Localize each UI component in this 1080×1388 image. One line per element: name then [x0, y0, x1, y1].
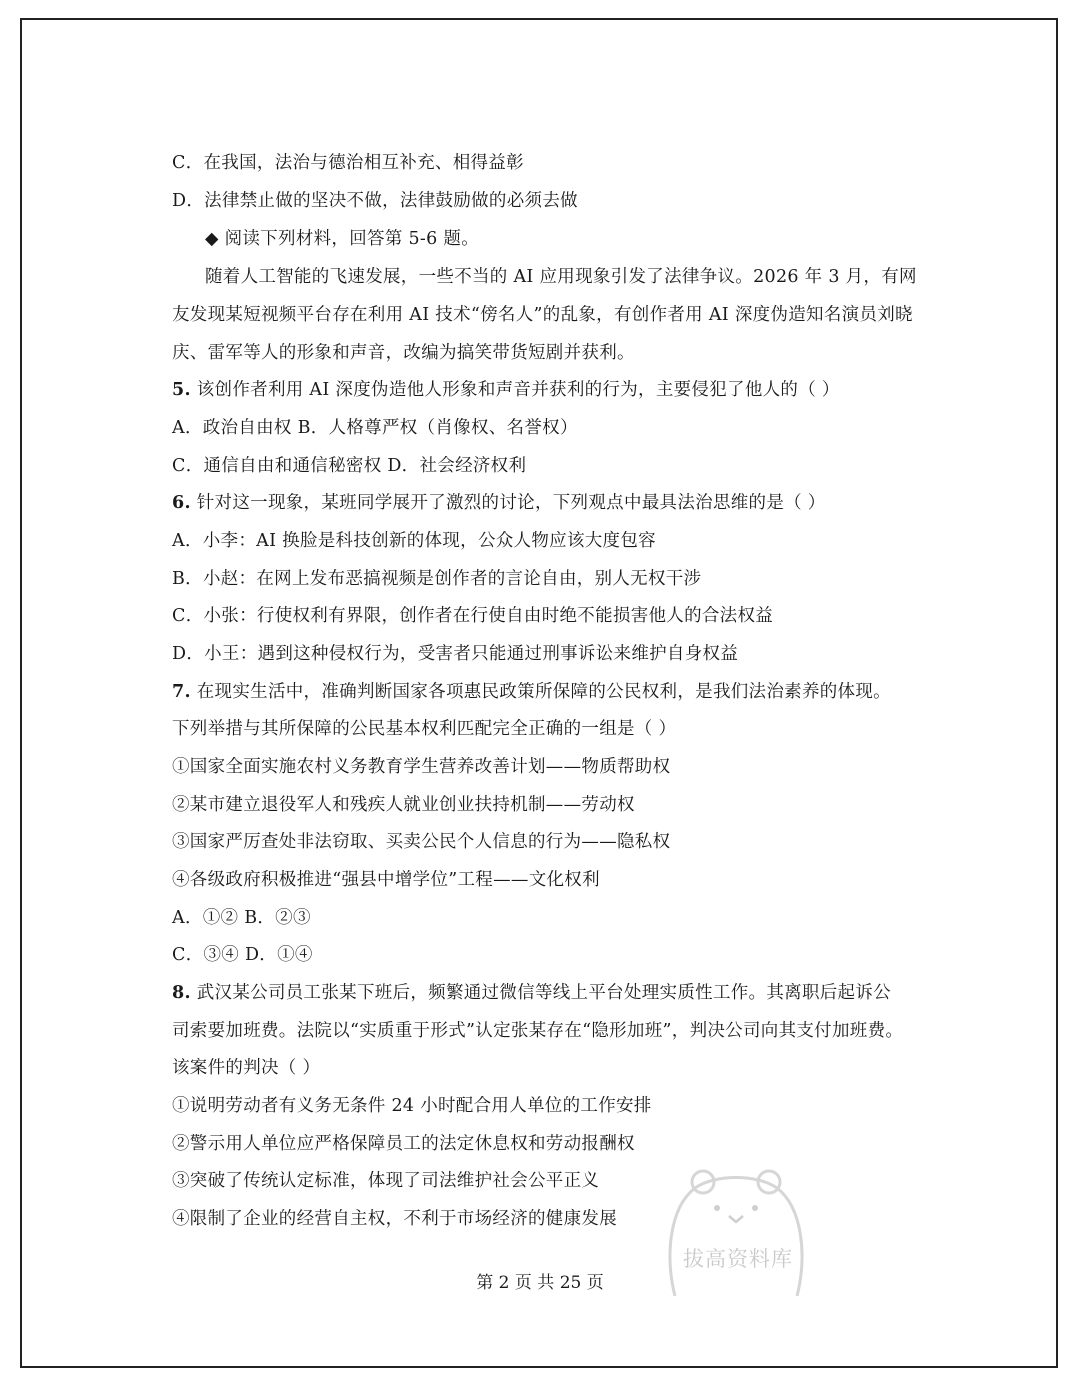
question-text: 武汉某公司员工张某下班后，频繁通过微信等线上平台处理实质性工作。其离职后起诉公 — [196, 983, 891, 1003]
q7-item-4: ④各级政府积极推进“强县中增学位”工程——文化权利 — [172, 870, 600, 890]
q8-text-3: 该案件的判决（ ） — [172, 1058, 321, 1078]
q7-item-2: ②某市建立退役军人和残疾人就业创业扶持机制——劳动权 — [172, 795, 635, 815]
q5-options-cd: C．通信自由和通信秘密权 D．社会经济权利 — [172, 456, 527, 476]
q7-item-1: ①国家全面实施农村义务教育学生营养改善计划——物质帮助权 — [172, 757, 671, 777]
option-d-prev: D．法律禁止做的坚决不做，法律鼓励做的必须去做 — [172, 191, 578, 211]
question-6 — [172, 491, 826, 515]
q7-text-2: 下列举措与其所保障的公民基本权利匹配完全正确的一组是（ ） — [172, 719, 677, 739]
question-text: 该创作者利用 AI 深度伪造他人形象和声音并获利的行为，主要侵犯了他人的（ ） — [196, 380, 840, 400]
q6-option-d: D．小王：遇到这种侵权行为，受害者只能通过刑事诉讼来维护自身权益 — [172, 644, 739, 664]
q8-item-3: ③突破了传统认定标准，体现了司法维护社会公平正义 — [172, 1171, 600, 1191]
question-number: 5. — [172, 380, 191, 400]
question-8 — [172, 981, 891, 1005]
q6-option-b: B．小赵：在网上发布恶搞视频是创作者的言论自由，别人无权干涉 — [172, 569, 702, 589]
material-line-3: 庆、雷军等人的形象和声音，改编为搞笑带货短剧并获利。 — [172, 343, 635, 363]
q7-options-ab: A．①② B．②③ — [172, 908, 311, 928]
reading-instruction: ◆ 阅读下列材料，回答第 5-6 题。 — [205, 229, 480, 249]
q6-option-c: C．小张：行使权利有界限，创作者在行使自由时绝不能损害他人的合法权益 — [172, 606, 774, 626]
q6-option-a: A．小李：AI 换脸是科技创新的体现，公众人物应该大度包容 — [172, 531, 656, 551]
question-text: 在现实生活中，准确判断国家各项惠民政策所保障的公民权利，是我们法治素养的体现。 — [196, 682, 891, 702]
q8-item-2: ②警示用人单位应严格保障员工的法定休息权和劳动报酬权 — [172, 1134, 635, 1154]
q8-item-1: ①说明劳动者有义务无条件 24 小时配合用人单位的工作安排 — [172, 1096, 652, 1116]
question-5 — [172, 378, 840, 402]
question-number: 7. — [172, 682, 191, 702]
q7-item-3: ③国家严厉查处非法窃取、买卖公民个人信息的行为——隐私权 — [172, 832, 671, 852]
question-7 — [172, 680, 891, 704]
q7-options-cd: C．③④ D．①④ — [172, 945, 313, 965]
watermark-text: 拔高资料库 — [683, 1247, 793, 1271]
material-line-1: 随着人工智能的飞速发展，一些不当的 AI 应用现象引发了法律争议。2026 年 3 月，有网 — [205, 267, 917, 287]
question-number: 8. — [172, 983, 191, 1003]
option-c-prev: C．在我国，法治与德治相互补充、相得益彰 — [172, 153, 524, 173]
question-number: 6. — [172, 493, 191, 513]
question-text: 针对这一现象，某班同学展开了激烈的讨论，下列观点中最具法治思维的是（ ） — [196, 493, 826, 513]
material-line-2: 友发现某短视频平台存在利用 AI 技术“傍名人”的乱象，有创作者用 AI 深度伪造知名演员刘晓 — [172, 305, 913, 325]
q5-options-ab: A．政治自由权 B．人格尊严权（肖像权、名誉权） — [172, 418, 578, 438]
page-footer: 第 2 页 共 25 页 — [476, 1273, 604, 1293]
q8-item-4: ④限制了企业的经营自主权，不利于市场经济的健康发展 — [172, 1209, 617, 1229]
q8-text-2: 司索要加班费。法院以“实质重于形式”认定张某存在“隐形加班”，判决公司向其支付加班费。 — [172, 1021, 904, 1041]
